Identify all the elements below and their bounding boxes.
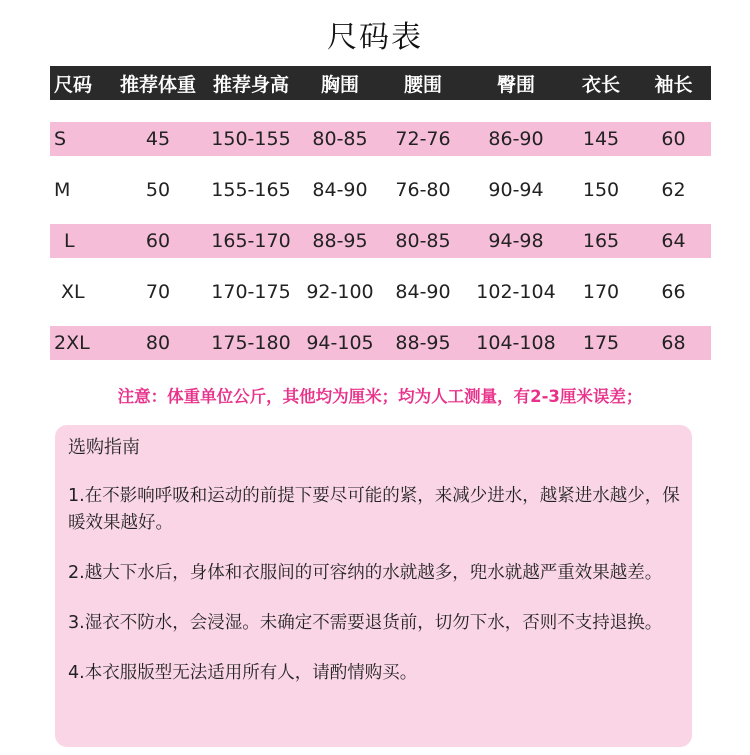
header-cell-height: 推荐身高 xyxy=(212,73,289,96)
table-cell: 76-80 xyxy=(395,179,451,201)
table-cell: 88-95 xyxy=(395,332,451,354)
table-row xyxy=(50,173,711,207)
table-cell: 94-98 xyxy=(488,230,544,252)
header-cell-weight: 推荐体重 xyxy=(119,73,196,96)
table-cell: 68 xyxy=(661,332,686,354)
table-cell: 165 xyxy=(582,230,620,252)
table-row xyxy=(50,224,711,258)
table-cell: 150 xyxy=(582,179,620,201)
table-row xyxy=(50,275,711,309)
table-cell: 92-100 xyxy=(306,281,374,303)
size-chart-table xyxy=(50,66,711,360)
table-cell: 2XL xyxy=(54,332,90,354)
table-cell: S xyxy=(54,128,67,150)
table-cell: 84-90 xyxy=(312,179,368,201)
table-row xyxy=(50,122,711,156)
table-cell: 170 xyxy=(582,281,620,303)
guide-item: 4.本衣服版型无法适用所有人，请酌情购买。 xyxy=(68,663,418,683)
table-cell: XL xyxy=(61,281,85,303)
table-cell: 60 xyxy=(661,128,686,150)
table-cell: 64 xyxy=(661,230,686,252)
header-cell-hip: 臀围 xyxy=(496,73,535,96)
table-cell: 84-90 xyxy=(395,281,451,303)
table-cell: 150-155 xyxy=(211,128,291,150)
table-cell: 155-165 xyxy=(211,179,291,201)
table-cell: 45 xyxy=(145,128,171,150)
header-cell-chest: 胸围 xyxy=(320,73,359,96)
header-cell-sleeve: 袖长 xyxy=(654,73,693,96)
table-cell: 90-94 xyxy=(488,179,544,201)
table-cell: 70 xyxy=(145,281,171,303)
page-title: 尺码表 xyxy=(327,20,423,55)
guide-title: 选购指南 xyxy=(68,437,140,458)
table-cell: M xyxy=(54,179,71,201)
guide-item: 1.在不影响呼吸和运动的前提下要尽可能的紧，来减少进水，越紧进水越少，保暖效果越好。 xyxy=(68,486,680,533)
table-cell: L xyxy=(64,230,75,252)
header-cell-size: 尺码 xyxy=(54,73,93,96)
table-cell: 104-108 xyxy=(476,332,556,354)
table-cell: 102-104 xyxy=(476,281,556,303)
table-cell: 86-90 xyxy=(488,128,544,150)
table-cell: 62 xyxy=(661,179,686,201)
table-cell: 170-175 xyxy=(211,281,291,303)
header-cell-length: 衣长 xyxy=(581,73,620,96)
guide-item: 2.越大下水后，身体和衣服间的可容纳的水就越多，兜水就越严重效果越差。 xyxy=(68,563,663,583)
table-cell: 66 xyxy=(661,281,686,303)
table-row xyxy=(50,326,711,360)
table-cell: 80 xyxy=(145,332,171,354)
table-cell: 80-85 xyxy=(312,128,368,150)
table-cell: 175 xyxy=(582,332,620,354)
table-cell: 145 xyxy=(582,128,620,150)
table-cell: 165-170 xyxy=(211,230,291,252)
table-cell: 94-105 xyxy=(306,332,374,354)
measurement-note: 注意：体重单位公斤，其他均为厘米；均为人工测量，有2-3厘米误差； xyxy=(117,387,643,406)
table-cell: 88-95 xyxy=(312,230,368,252)
table-cell: 175-180 xyxy=(211,332,291,354)
table-header-row xyxy=(50,66,711,100)
table-cell: 72-76 xyxy=(395,128,451,150)
buying-guide-box xyxy=(55,425,692,747)
table-cell: 80-85 xyxy=(395,230,451,252)
guide-item: 3.湿衣不防水，会浸湿。未确定不需要退货前，切勿下水，否则不支持退换。 xyxy=(68,613,663,633)
table-cell: 60 xyxy=(145,230,171,252)
header-cell-waist: 腰围 xyxy=(403,73,442,96)
table-cell: 50 xyxy=(145,179,171,201)
